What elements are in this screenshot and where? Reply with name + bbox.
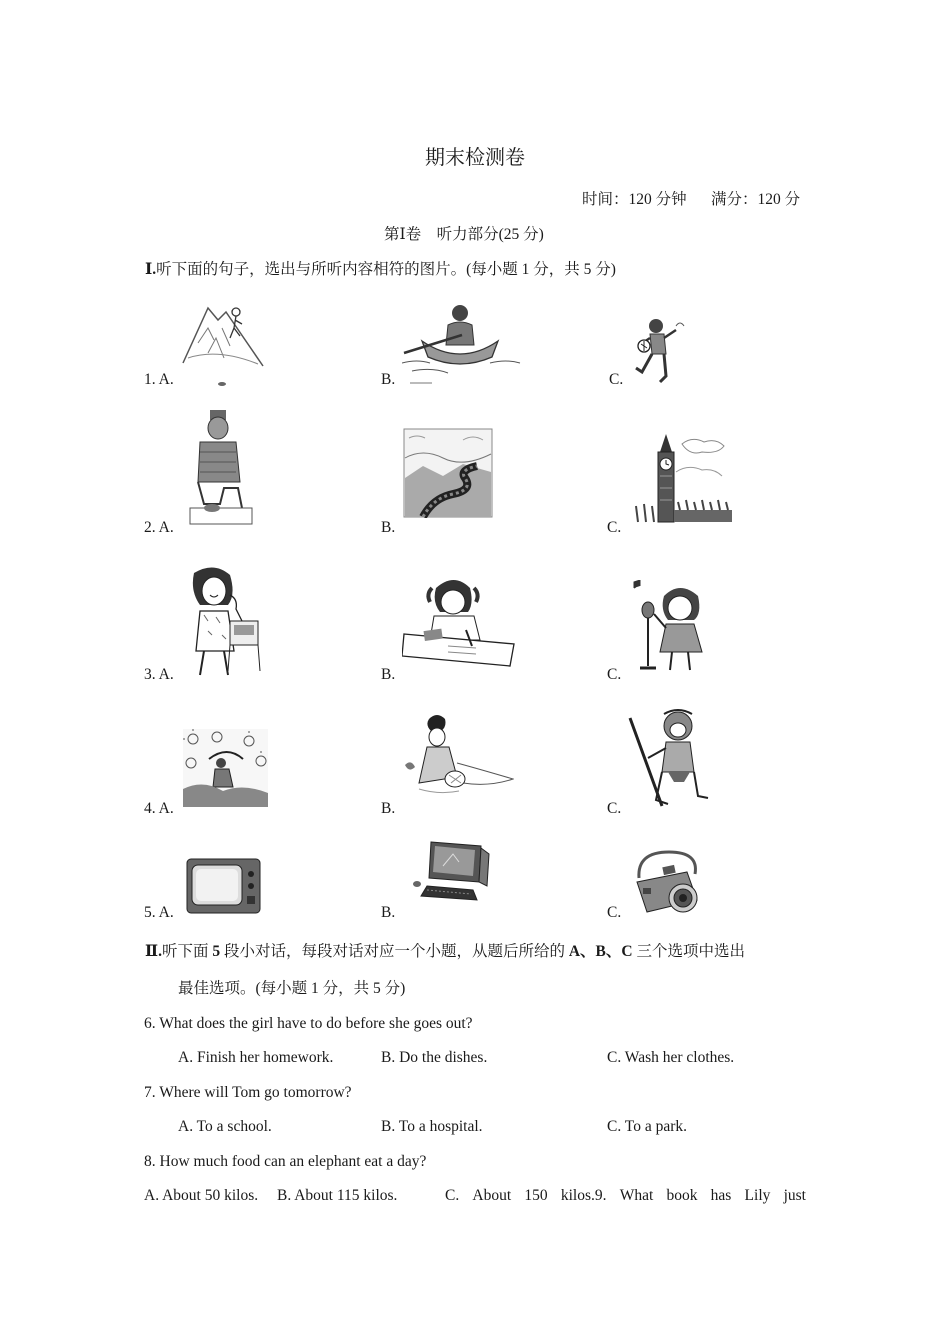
question-6: 6. What does the girl have to do before she goes out?: [144, 1015, 473, 1032]
question-6-option-b: B. Do the dishes.: [381, 1049, 488, 1066]
row-3-option-c: C.: [607, 666, 622, 683]
section-2-options: A、B、C: [568, 943, 633, 960]
last-line-word: What: [619, 1187, 654, 1204]
last-line-word: Lily: [744, 1187, 771, 1204]
row-2-option-b: B.: [381, 519, 396, 536]
row-2-option-c: C.: [607, 519, 622, 536]
row-1-option-b: B.: [381, 371, 396, 388]
row-1-label: 1. A.: [144, 371, 174, 388]
question-6-option-c: C. Wash her clothes.: [607, 1049, 735, 1066]
full-score: 满分：120 分: [711, 191, 801, 208]
question-8-option-c-and-question-9: [445, 1188, 806, 1204]
row-3-option-b: B.: [381, 666, 396, 683]
row-3-label: 3. A.: [144, 666, 174, 683]
question-8-option-b: B. About 115 kilos.: [277, 1187, 398, 1204]
last-line-word: has: [710, 1187, 732, 1204]
question-8-option-a: A. About 50 kilos.: [144, 1187, 259, 1204]
section-1-text: 听下面的句子，选出与所听内容相符的图片。(每小题 1 分，共 5 分): [156, 261, 616, 278]
mountain-climber-picture: [178, 298, 268, 388]
row-5-option-c: C.: [607, 904, 622, 921]
terracotta-warrior-picture: [186, 408, 256, 528]
page-title: 期末检测卷: [425, 147, 525, 169]
part-heading: 第Ⅰ卷 听力部分(25 分): [384, 226, 544, 243]
last-line-word: book: [666, 1187, 698, 1204]
big-ben-picture: [632, 432, 732, 524]
section-2-number: Ⅱ.: [145, 943, 162, 960]
section-2-count: 5: [212, 943, 221, 960]
question-7-option-a: A. To a school.: [178, 1118, 272, 1135]
last-line-word: C.: [445, 1187, 460, 1204]
television-picture: [186, 858, 261, 914]
row-2-label: 2. A.: [144, 519, 174, 536]
section-2-instruction-line-1: [145, 944, 745, 960]
row-4-label: 4. A.: [144, 800, 174, 817]
question-8: 8. How much food can an elephant eat a day?: [144, 1153, 427, 1170]
camera-picture: [629, 848, 709, 920]
last-line-word: kilos.9.: [560, 1187, 607, 1204]
section-2-text-c: 段小对话，每段对话对应一个小题，从题后所给的: [223, 943, 565, 960]
section-2-instruction-line-2: 最佳选项。(每小题 1 分，共 5 分): [178, 980, 406, 997]
row-4-option-b: B.: [381, 800, 396, 817]
football-player-picture: [630, 316, 685, 386]
question-7: 7. Where will Tom go tomorrow?: [144, 1084, 352, 1101]
girl-singing-picture: [632, 580, 707, 675]
girl-on-phone-picture: [184, 565, 264, 680]
last-line-word: About: [472, 1187, 512, 1204]
boat-rowing-picture: [402, 301, 522, 386]
row-1-option-c: C.: [609, 371, 624, 388]
chang-e-picture: [399, 713, 514, 803]
row-4-option-c: C.: [607, 800, 622, 817]
girl-writing-picture: [402, 574, 517, 669]
monkey-king-picture: [628, 702, 713, 810]
question-6-option-a: A. Finish her homework.: [178, 1049, 334, 1066]
great-wall-picture: [403, 428, 493, 518]
question-7-option-c: C. To a park.: [607, 1118, 687, 1135]
section-2-text-a: 听下面: [161, 943, 209, 960]
section-1-instruction: [145, 262, 616, 278]
last-line-word: 150: [524, 1187, 548, 1204]
hou-yi-shooting-suns-picture: [183, 729, 268, 807]
row-5-option-b: B.: [381, 904, 396, 921]
time-limit: 时间：120 分钟: [582, 191, 687, 208]
last-line-word: just: [783, 1187, 806, 1204]
section-1-number: Ⅰ.: [145, 261, 157, 278]
computer-picture: [413, 840, 498, 902]
section-2-text-e: 三个选项中选出: [636, 943, 745, 960]
question-7-option-b: B. To a hospital.: [381, 1118, 483, 1135]
row-5-label: 5. A.: [144, 904, 174, 921]
